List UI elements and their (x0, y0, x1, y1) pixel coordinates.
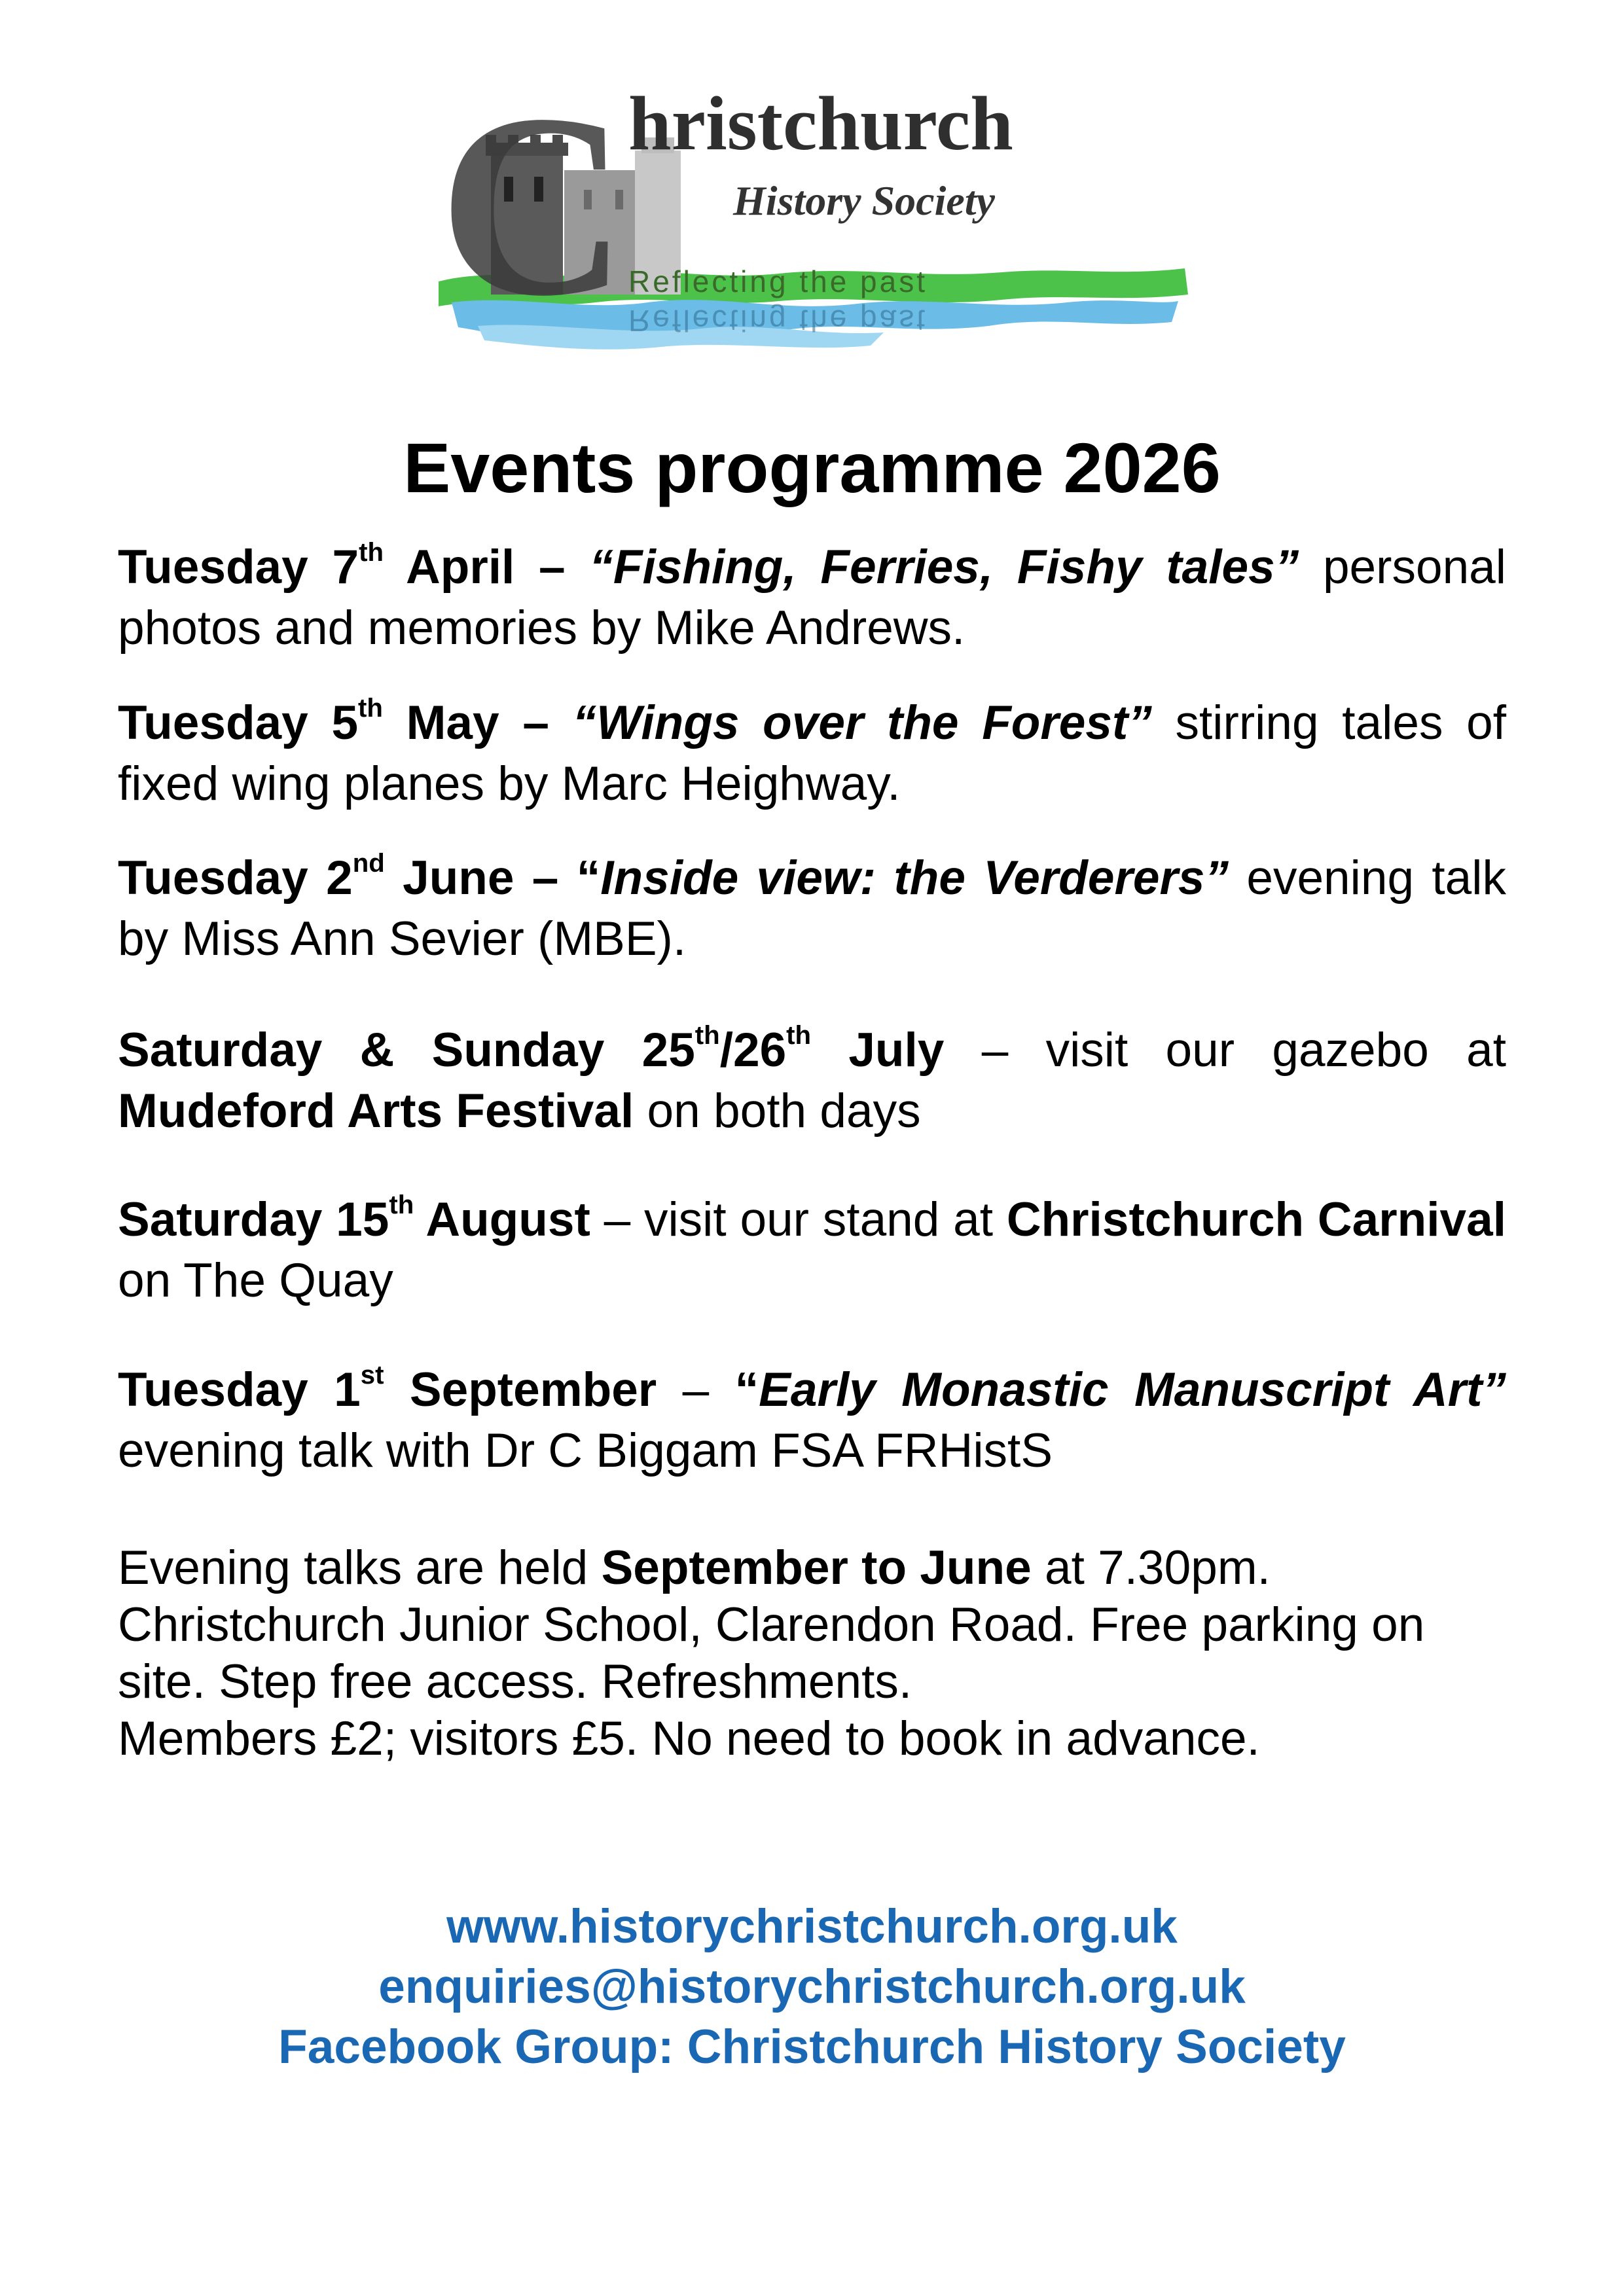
event-item (118, 692, 1506, 814)
society-logo (412, 72, 1224, 360)
event-description: stirring tales of fixed wing planes by Marc Heighway. (118, 696, 1507, 810)
event-venue: Mudeford Arts Festival (118, 1085, 634, 1138)
facebook-link[interactable]: Facebook Group: Christchurch History Society (278, 2020, 1346, 2073)
event-title: “Wings over the Forest” (572, 696, 1152, 749)
event-item: Tuesday 2nd June – “Inside view: the Verderers” evening talk by Miss Ann Sevier (MBE). (118, 848, 1506, 965)
logo-big-c: C (439, 72, 628, 350)
contact-block (0, 1897, 1624, 2077)
event-date: Tuesday 2nd June – (118, 848, 577, 905)
event-date: Saturday & Sunday 25th/26th July (118, 1020, 945, 1077)
logo-tagline: Reflecting the past (628, 264, 928, 298)
venue-info (118, 1539, 1525, 1767)
event-title: Early Monastic Manuscript Art” (759, 1363, 1506, 1416)
event-date: Tuesday 7th April – (118, 537, 590, 594)
event-description: personal photos and memories by Mike Andrews. (118, 541, 1506, 655)
event-title: “Fishing, Ferries, Fishy tales” (589, 541, 1299, 594)
event-description: evening talk with Dr C Biggam FSA FRHistS (118, 1424, 1053, 1477)
page-title: Events programme 2026 (403, 428, 1221, 507)
info-line: Christchurch Junior School, Clarendon Road. Free parking on (118, 1598, 1425, 1651)
event-title: Inside view: the Verderers” (600, 852, 1229, 905)
email-link[interactable]: enquiries@historychristchurch.org.uk (378, 1960, 1246, 2013)
event-venue: Christchurch Carnival (1006, 1193, 1507, 1246)
logo-brand-name: hristchurch (628, 81, 1013, 166)
logo-tagline-reflection: Reflecting the past (628, 304, 928, 338)
event-date: Tuesday 5th May – (118, 692, 573, 749)
event-date: Saturday 15th August (118, 1189, 590, 1246)
event-item: Saturday & Sunday 25th/26th July – visit our gazebo at Mudeford Arts Festival on both days (118, 1020, 1506, 1138)
logo-subtitle: History Society (733, 177, 995, 224)
info-line: site. Step free access. Refreshments. (118, 1655, 912, 1708)
event-item: Tuesday 1st September – “Early Monastic Manuscript Art” evening talk with Dr C Biggam FSA FRHistS (118, 1359, 1506, 1477)
season-label: September to June (601, 1541, 1032, 1594)
event-description: evening talk by Miss Ann Sevier (MBE). (118, 852, 1506, 965)
event-item: Saturday 15th August – visit our stand at Christchurch Carnival on The Quay (118, 1189, 1507, 1307)
website-link[interactable]: www.historychristchurch.org.uk (446, 1900, 1178, 1953)
info-line: Members £2; visitors £5. No need to book in advance. (118, 1712, 1260, 1765)
event-item (118, 537, 1506, 658)
info-line: Evening talks are held September to June at 7.30pm. (118, 1541, 1271, 1594)
event-date: Tuesday 1st September (118, 1359, 657, 1416)
